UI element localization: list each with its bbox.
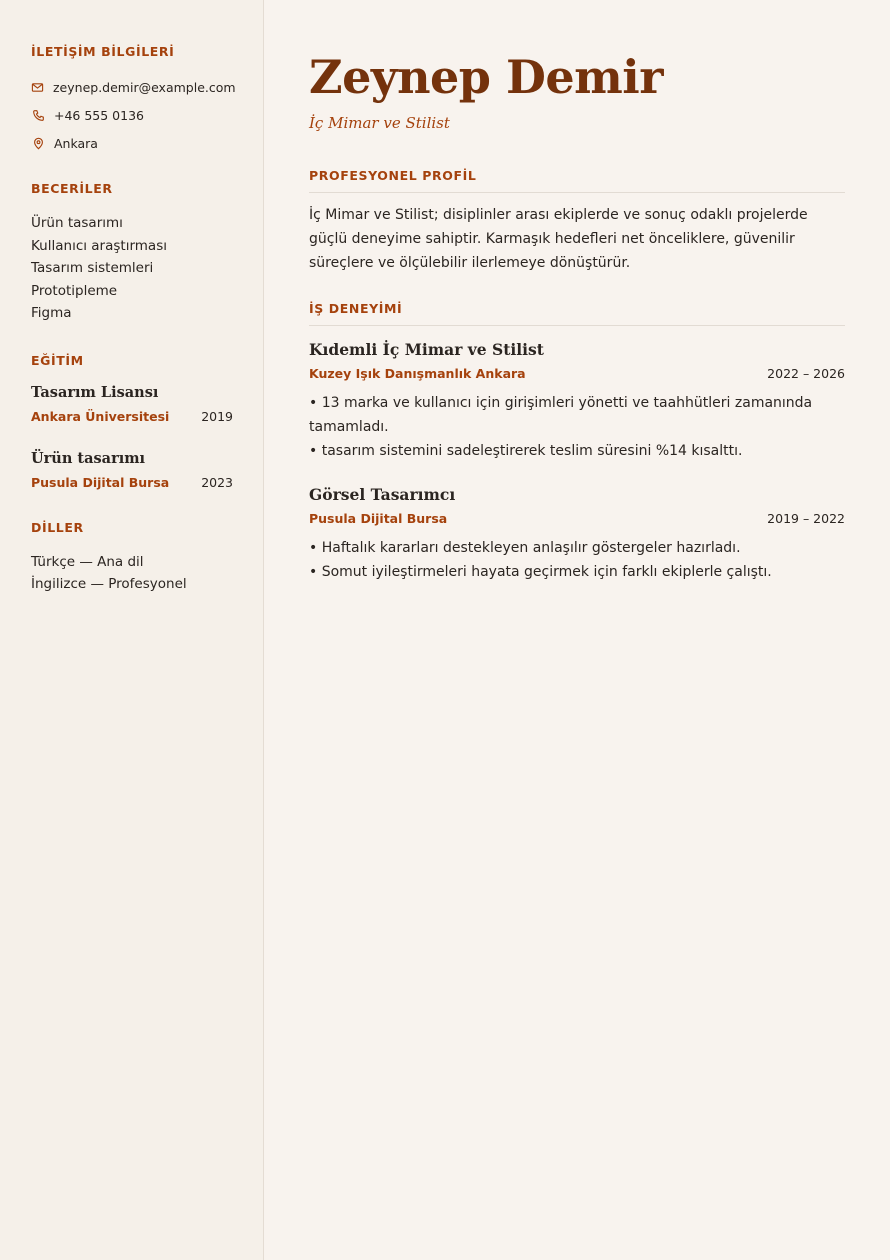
language-item: İngilizce — Profesyonel (31, 575, 187, 592)
education-year: 2023 (201, 474, 233, 490)
job-meta (309, 366, 845, 381)
email-text[interactable]: zeynep.demir@example.com (53, 79, 236, 95)
job-bullet: • Somut iyileştirmeleri hayata geçirmek için farklı ekiplerle çalıştı. (309, 564, 772, 580)
profile-text: İç Mimar ve Stilist; disiplinler arası ekiplerde ve sonuç odaklı projelerde güçlü deneyime sahiptir. Karmaşık hedefleri net önceliklere, güvenilir süreçlere ve ölçülebilir ilerlemeye dönüştürür. (309, 207, 808, 271)
job-entry (309, 340, 845, 463)
job-dates: 2022 – 2026 (767, 366, 845, 381)
education-heading: EĞİTİM (31, 352, 84, 368)
language-item: Türkçe — Ana dil (31, 553, 144, 570)
main-content (264, 0, 890, 1260)
person-role: İç Mimar ve Stilist (309, 114, 450, 132)
job-entry (309, 485, 845, 584)
languages-heading: DİLLER (31, 519, 84, 535)
skill-item: Prototipleme (31, 282, 118, 299)
job-meta (309, 511, 845, 526)
contact-email (31, 73, 236, 101)
contact-list (31, 73, 236, 157)
phone-icon (31, 108, 45, 122)
education-meta (31, 409, 233, 424)
job-bullet: • 13 marka ve kullanıcı için girişimleri yönetti ve taahhütleri zamanında tamamladı. (309, 395, 813, 435)
contact-section (31, 44, 236, 157)
experience-heading: İŞ DENEYİMİ (309, 301, 845, 326)
job-bullet: • Haftalık kararları destekleyen anlaşılır göstergeler hazırladı. (309, 540, 741, 556)
mail-icon (31, 80, 44, 94)
contact-location (31, 129, 233, 157)
sidebar (0, 0, 264, 1260)
job-company: Kuzey Işık Danışmanlık Ankara (309, 366, 526, 381)
location-text: Ankara (54, 135, 98, 151)
contact-heading: İLETİŞİM BİLGİLERİ (31, 44, 175, 59)
education-year: 2019 (201, 408, 233, 424)
education-degree: Tasarım Lisansı (31, 383, 159, 401)
skill-item: Ürün tasarımı (31, 215, 123, 231)
education-entry (31, 450, 233, 490)
skills-heading: BECERİLER (31, 181, 113, 196)
education-meta (31, 475, 233, 490)
location-pin-icon (31, 136, 45, 150)
person-name: Zeynep Demir (309, 50, 664, 104)
skills-list (31, 212, 233, 325)
contact-phone (31, 101, 233, 129)
education-school: Pusula Dijital Bursa (31, 474, 170, 490)
education-section (31, 353, 233, 490)
job-dates: 2019 – 2022 (767, 511, 845, 526)
education-degree: Ürün tasarımı (31, 449, 146, 467)
skill-item: Tasarım sistemleri (31, 260, 154, 276)
job-bullet: • tasarım sistemini sadeleştirerek teslim süresini %14 kısalttı. (309, 443, 743, 459)
job-title: Görsel Tasarımcı (309, 485, 456, 504)
phone-text[interactable]: +46 555 0136 (54, 107, 144, 123)
skill-item: Figma (31, 305, 72, 321)
job-bullets (309, 391, 845, 463)
skill-item: Kullanıcı araştırması (31, 237, 167, 254)
job-company: Pusula Dijital Bursa (309, 511, 448, 526)
skills-section (31, 181, 233, 325)
job-title: Kıdemli İç Mimar ve Stilist (309, 340, 544, 359)
languages-list (31, 551, 233, 595)
languages-section (31, 520, 233, 595)
education-entry (31, 384, 233, 424)
job-bullets (309, 536, 845, 584)
profile-heading: PROFESYONEL PROFİL (309, 168, 845, 193)
education-school: Ankara Üniversitesi (31, 408, 170, 424)
